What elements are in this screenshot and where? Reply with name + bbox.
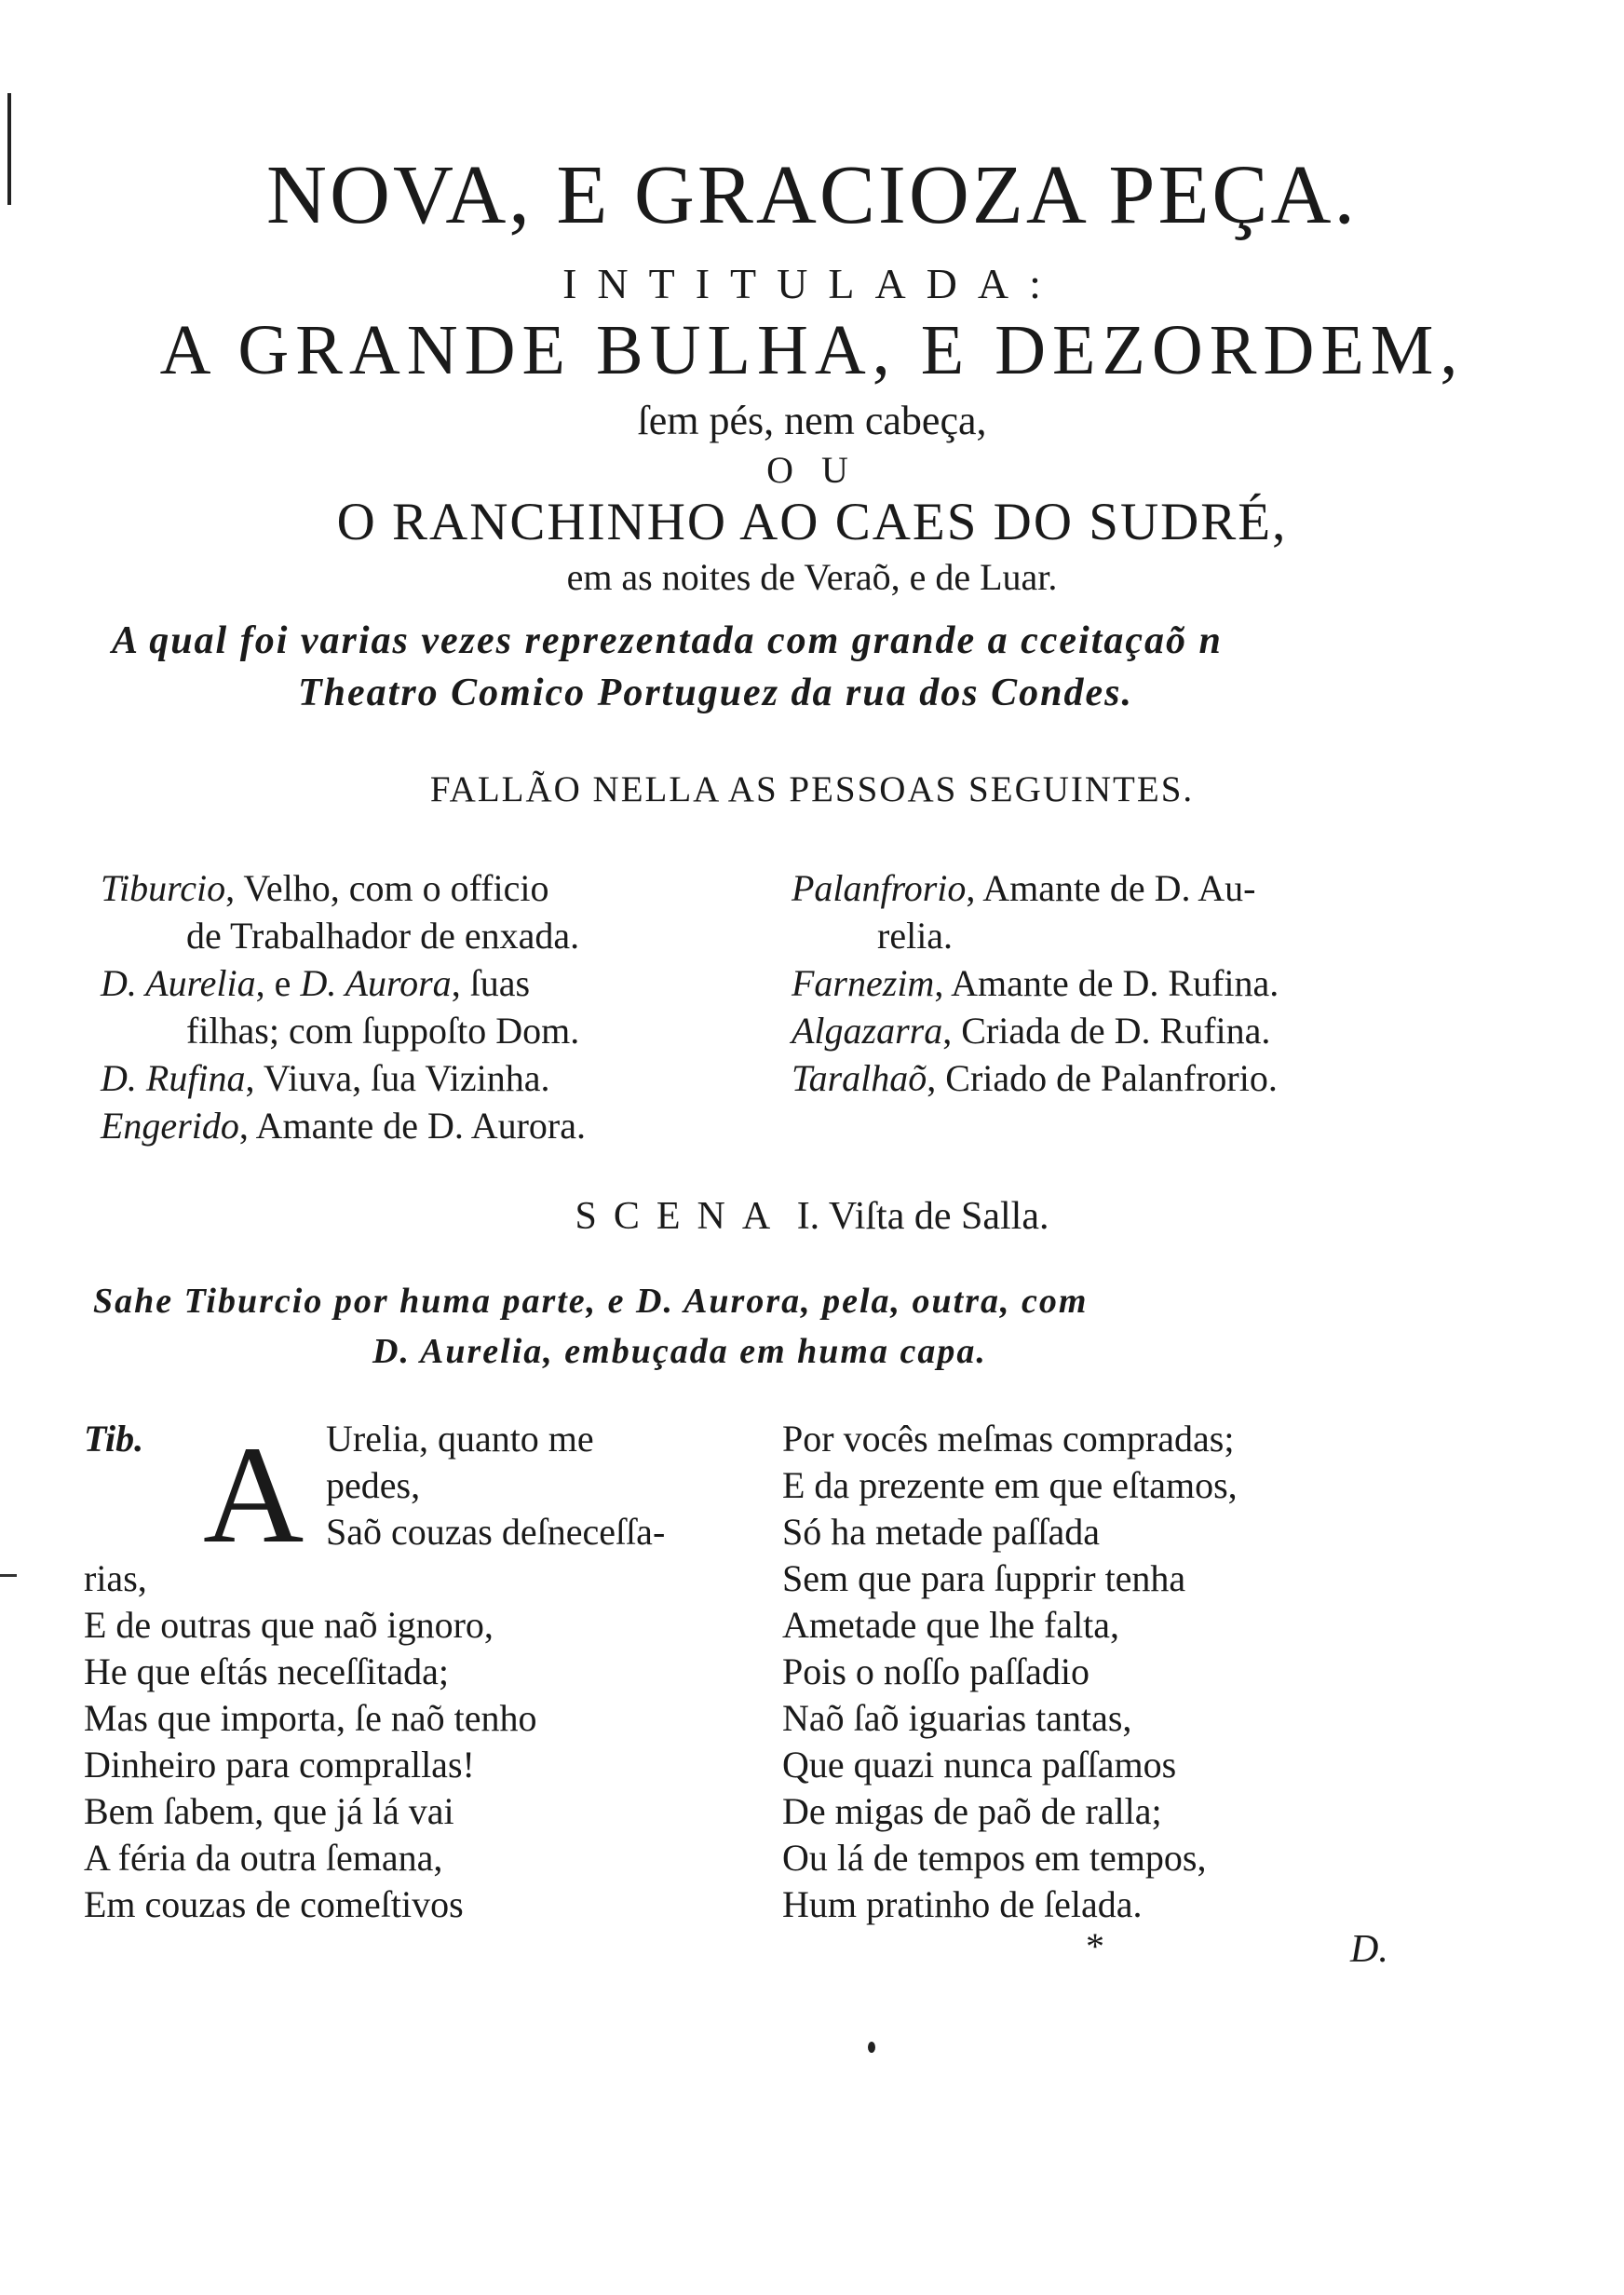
cast-line: [101, 959, 780, 1007]
cast-line: [101, 864, 780, 912]
stage-direction-line-1: Sahe Tiburcio por huma parte, e D. Aurora, pela, outra, com: [93, 1282, 1089, 1321]
verse-line: Hum pratinho de ſelada.: [782, 1883, 1143, 1925]
verse-column-left: [84, 1555, 764, 1928]
ink-speck: [868, 2042, 875, 2053]
verse-line: Dinheiro para comprallas!: [84, 1744, 475, 1786]
cast-line: [792, 1054, 1443, 1102]
cast-line: [101, 1054, 780, 1102]
verse-line: Só ha metade paſſada: [782, 1511, 1100, 1553]
cast-line: [101, 1102, 780, 1149]
intitulada-line: INTITULADA:: [562, 260, 1062, 307]
character-name: D. Aurora: [300, 962, 452, 1004]
verse-line: Que quazi nunca paſſamos: [782, 1744, 1177, 1786]
verse-line: Bem ſabem, que já lá vai: [84, 1790, 454, 1832]
character-name: Tiburcio: [101, 867, 226, 909]
character-description: , Amante de D. Aurora.: [238, 1105, 587, 1147]
verse-opening: [326, 1416, 764, 1555]
cast-text: , e: [255, 962, 301, 1004]
verse-line: Naõ ſaõ iguarias tantas,: [782, 1697, 1132, 1739]
cast-line: relia.: [877, 915, 954, 957]
verse-line: Urelia, quanto me: [326, 1418, 594, 1460]
character-description: , Criado de Palanfrorio.: [927, 1057, 1278, 1099]
subtitle-ranchinho: O RANCHINHO AO CAES DO SUDRÉ,: [336, 493, 1288, 551]
play-title: NOVA, E GRACIOZA PEÇA.: [266, 149, 1358, 241]
subtitle-ou: O U: [766, 449, 858, 491]
character-description: , Velho, com o officio: [225, 867, 549, 909]
verse-column-right: [782, 1416, 1490, 1928]
cast-list-right: [792, 864, 1443, 1102]
verse-line: pedes,: [326, 1464, 421, 1506]
cast-line: filhas; com ſuppoſto Dom.: [186, 1010, 580, 1052]
verse-line: De migas de paõ de ralla;: [782, 1790, 1162, 1832]
cast-list-left: [101, 864, 780, 1149]
character-name: Palanfrorio: [792, 867, 967, 909]
verse-line: Por vocês meſmas compradas;: [782, 1418, 1235, 1460]
stage-direction: [93, 1276, 1509, 1377]
cast-line: [792, 1007, 1443, 1054]
verse-line: Pois o noſſo paſſadio: [782, 1650, 1089, 1692]
scene-label: SCENA: [575, 1195, 788, 1238]
character-description: , ſuas: [451, 962, 531, 1004]
verse-line: Ametade que lhe falta,: [782, 1604, 1120, 1646]
verse-line: E de outras que naõ ignoro,: [84, 1604, 494, 1646]
subtitle-grande-bulha: A GRANDE BULHA, E DEZORDEM,: [159, 311, 1465, 389]
catchword: D.: [1350, 1928, 1388, 1971]
character-description: , Criada de D. Rufina.: [942, 1010, 1271, 1052]
margin-mark: [0, 1574, 17, 1577]
cast-line: de Trabalhador de enxada.: [186, 915, 580, 957]
verse-line: A féria da outra ſemana,: [84, 1837, 443, 1879]
drop-cap: A: [203, 1418, 304, 1572]
character-name: Farnezim: [792, 962, 935, 1004]
verse-line: Saõ couzas deſneceſſa-: [326, 1511, 666, 1553]
character-name: Algazarra: [792, 1010, 943, 1052]
character-description: , Viuva, ſua Vizinha.: [245, 1057, 550, 1099]
cast-line: [792, 959, 1443, 1007]
signature-mark: *: [1086, 1925, 1104, 1967]
character-name: Taralhaõ: [792, 1057, 927, 1099]
cast-line: [792, 864, 1443, 912]
stage-direction-line-2: D. Aurelia, embuçada em huma capa.: [372, 1332, 987, 1371]
verse-line: Mas que importa, ſe naõ tenho: [84, 1697, 537, 1739]
verse-line: rias,: [84, 1557, 147, 1599]
subtitle-sem-pes: ſem pés, nem cabeça,: [637, 398, 987, 443]
character-description: , Amante de D. Rufina.: [934, 962, 1279, 1004]
performance-note-line-1: A qual foi varias vezes reprezentada com grande a cceitaçaõ n: [112, 619, 1223, 662]
cast-heading: FALLÃO NELLA AS PESSOAS SEGUINTES.: [429, 769, 1195, 809]
character-name: D. Rufina: [101, 1057, 246, 1099]
verse-line: E da prezente em que eſtamos,: [782, 1464, 1238, 1506]
character-name: D. Aurelia: [101, 962, 256, 1004]
scene-description: I. Viſta de Salla.: [796, 1195, 1049, 1238]
verse-line: Em couzas de comeſtivos: [84, 1883, 464, 1925]
subtitle-noites: em as noites de Veraõ, e de Luar.: [566, 556, 1058, 598]
performance-note: [112, 615, 1471, 719]
verse-line: He que eſtás neceſſitada;: [84, 1650, 450, 1692]
verse-line: Sem que para ſupprir tenha: [782, 1557, 1186, 1599]
speaker-label: Tib.: [84, 1418, 144, 1460]
performance-note-line-2: Theatro Comico Portuguez da rua dos Condes.: [298, 672, 1133, 714]
character-name: Engerido: [101, 1105, 239, 1147]
scene-heading: [0, 1197, 1624, 1236]
character-description: , Amante de D. Au-: [966, 867, 1256, 909]
verse-line: Ou lá de tempos em tempos,: [782, 1837, 1207, 1879]
